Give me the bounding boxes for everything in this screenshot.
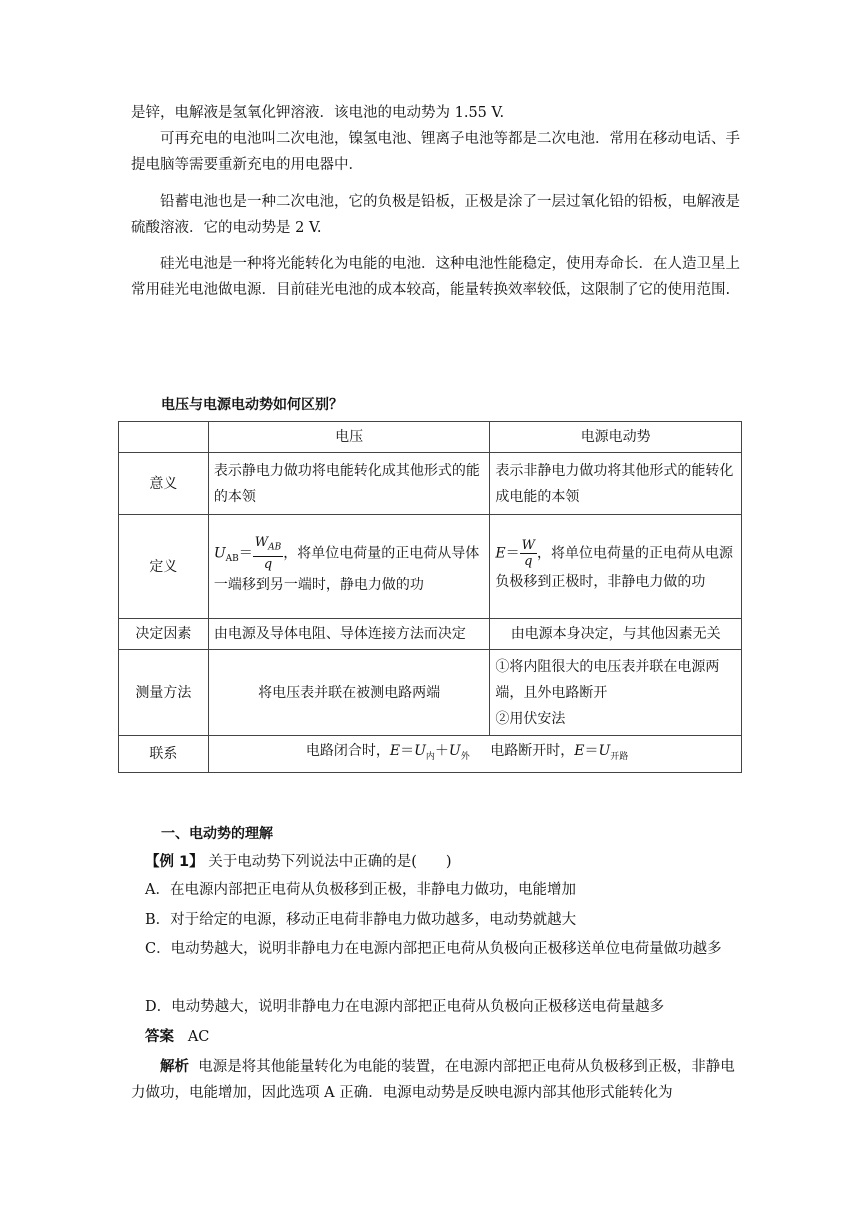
comparison-table (118, 421, 742, 773)
answer-label: 答案 (145, 1029, 174, 1045)
link-open-text: 电路断开时， (490, 743, 575, 759)
table-title: 电压与电源电动势如何区别？ (161, 397, 343, 413)
work-over-charge-fraction (253, 535, 284, 572)
definition-emf-text: ，将单位电荷量的正电荷从电源负极移到正极时，非静电力做的功 (495, 545, 733, 590)
table-row-definition (119, 515, 742, 619)
link-content: 电路闭合时，$E=U_内+U_外$ 电路断开时，$E=U_{开路}$ (208, 736, 741, 773)
example-label: 【例 1】 (145, 854, 204, 870)
table-row-measure (119, 650, 742, 736)
measure-emf (490, 650, 742, 736)
table-row-link (119, 736, 742, 773)
table-row-factor (119, 619, 742, 650)
voltage-symbol: U (213, 545, 226, 562)
equals-sign: ＝ (505, 545, 520, 562)
section-heading: 一、电动势的理解 (161, 826, 273, 842)
meaning-emf: 表示非静电力做功将其他形式的能转化成电能的本领 (490, 453, 742, 515)
option-d: D．电动势越大，说明非静电力在电源内部把正电荷从负极向正极移送电荷量越多 (145, 999, 665, 1015)
fraction-numerator: W (521, 538, 535, 553)
measure-emf-method-2: ②用伏安法 (495, 710, 566, 727)
intro-paragraph-0: 是锌，电解液是氢氧化钾溶液．该电池的电动势为 1.55 V. (131, 105, 505, 121)
header-blank-cell (119, 422, 209, 453)
factor-voltage: 由电源及导体电阻、导体连接方法而决定 (208, 619, 490, 650)
answer-value: AC (187, 1029, 210, 1045)
answer-line (145, 1024, 745, 1050)
intro-paragraph-3: 硅光电池是一种将光能转化为电能的电池．这种电池性能稳定，使用寿命长．在人造卫星上常用硅光电池做电源．目前硅光电池的成本较高，能量转换效率较低，这限制了它的使用范围. (131, 256, 740, 298)
table-row-meaning (119, 453, 742, 515)
row-label-factor: 决定因素 (119, 619, 209, 650)
meaning-voltage: 表示静电力做功将电能转化成其他形式的能的本领 (208, 453, 490, 515)
row-label-meaning: 意义 (119, 453, 209, 515)
measure-voltage: 将电压表并联在被测电路两端 (208, 650, 490, 736)
analysis-paragraph: 解析 电源是将其他能量转化为电能的装置，在电源内部把正电荷从负极移到正极，非静电力做功，电能增加，因此选项 A 正确．电源电动势是反映电源内部其他形式能转化为 (131, 1059, 735, 1101)
definition-emf (490, 515, 742, 619)
row-label-definition: 定义 (119, 515, 209, 619)
example-question: 【例 1】 关于电动势下列说法中正确的是( ) (145, 854, 452, 870)
definition-voltage-text: ，将单位电荷量的正电荷从导体一端移到另一端时，静电力做的功 (213, 545, 480, 594)
measure-emf-method-1: ①将内阻很大的电压表并联在电源两端，且外电路断开 (495, 658, 720, 701)
voltage-subscript: AB (225, 554, 239, 565)
intro-paragraph-2: 铅蓄电池也是一种二次电池，它的负极是铅板，正极是涂了一层过氧化铅的铅板，电解液是硫酸溶液．它的电动势是 2 V. (131, 194, 740, 236)
header-emf: 电源电动势 (490, 422, 742, 453)
intro-paragraph-1: 可再充电的电池叫二次电池，镍氢电池、锂离子电池等都是二次电池．常用在移动电话、手提电脑等需要重新充电的用电器中． (131, 131, 740, 173)
work-over-charge-fraction (520, 538, 537, 569)
fraction-numerator: $W_{AB}$ (253, 535, 284, 557)
factor-emf: 由电源本身决定，与其他因素无关 (490, 619, 742, 650)
header-voltage: 电压 (208, 422, 490, 453)
option-b: B．对于给定的电源，移动正电荷非静电力做功越多，电动势就越大 (145, 912, 577, 928)
row-label-link: 联系 (119, 736, 209, 773)
link-closed-text: 电路闭合时， (305, 743, 390, 759)
fraction-denominator: q (524, 554, 533, 569)
equals-sign: ＝ (238, 545, 253, 562)
fraction-denominator: q (263, 556, 273, 572)
definition-voltage (208, 515, 490, 619)
option-c: C．电动势越大，说明非静电力在电源内部把正电荷从负极向正极移送单位电荷量做功越多 (145, 941, 722, 957)
table-header-row (119, 422, 742, 453)
option-a: A．在电源内部把正电荷从负极移到正极，非静电力做功，电能增加 (145, 882, 576, 898)
analysis-label: 解析 (160, 1059, 189, 1075)
emf-symbol: E (495, 545, 506, 562)
row-label-measure: 测量方法 (119, 650, 209, 736)
